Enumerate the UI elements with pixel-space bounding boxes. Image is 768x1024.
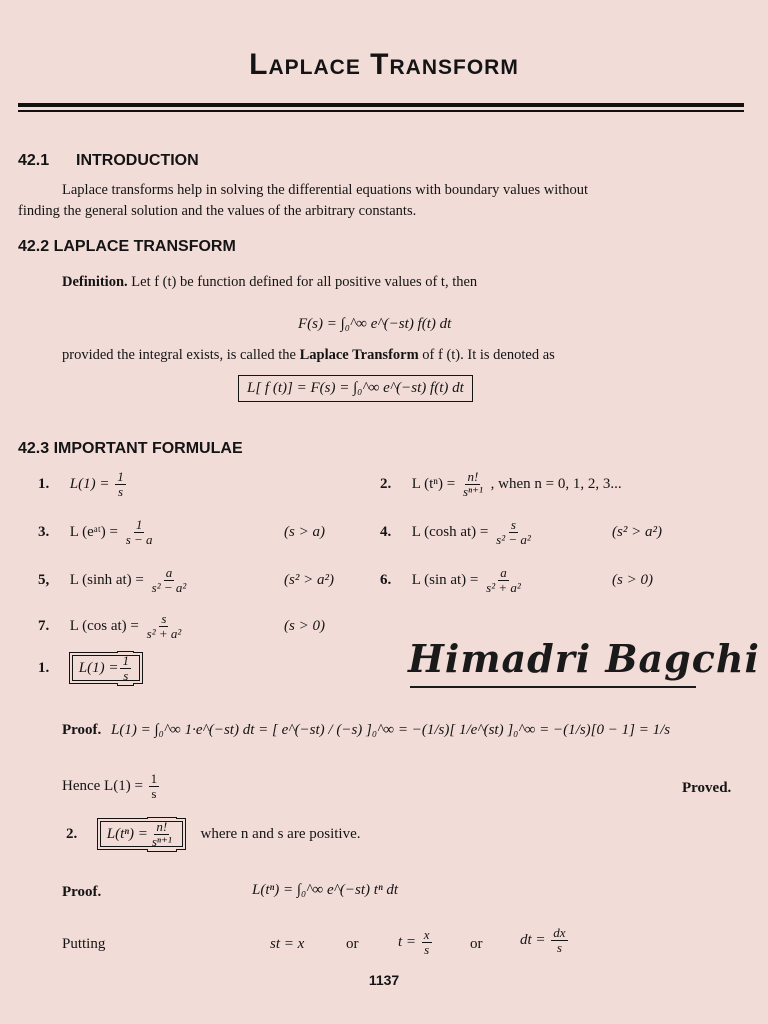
definition-label: Definition.: [62, 274, 128, 290]
formula-2: [380, 470, 622, 499]
formula-fraction: $\frac{a}{\text{s² − a²}}$: [151, 565, 187, 595]
formula-1: [38, 470, 128, 499]
formula-lhs: L (tⁿ) =: [411, 475, 456, 492]
section-number: 42.1: [18, 152, 50, 169]
proof-2-label: Proof.: [62, 884, 102, 900]
proof-1-header: [38, 654, 140, 683]
formula-number: 4.: [380, 523, 392, 540]
formula-7-condition: (s > 0): [284, 618, 325, 634]
formula-4: [380, 518, 535, 547]
formula-fraction: $\frac{n!}{\text{sⁿ⁺¹}}$: [462, 469, 483, 499]
formula-fraction: $\frac{1}{s}$: [117, 469, 124, 499]
section-formulae-heading: [18, 440, 243, 458]
intro-line-2: finding the general solution and the values of the arbitrary constants.: [18, 203, 417, 219]
formula-lhs: L(1) =: [69, 475, 110, 492]
formula-6: [380, 566, 525, 595]
signature-underline: [410, 686, 696, 688]
formula-7: [38, 612, 185, 641]
formula-condition: , when n = 0, 1, 2, 3...: [490, 475, 622, 492]
provided-text-b: Laplace Transform: [299, 347, 419, 363]
laplace-boxed-definition: L[ f (t)] = F(s) = ∫₀^∞ e^(−st) f(t) dt: [238, 375, 473, 402]
formula-lhs: L (sin at) =: [411, 571, 479, 588]
definition-equation: F(s) = ∫₀^∞ e^(−st) f(t) dt: [298, 316, 452, 332]
page-number: 1137: [368, 972, 400, 988]
proof-2-header: [66, 820, 360, 849]
formula-number: 3.: [38, 523, 50, 540]
proved-label: Proved.: [682, 780, 732, 796]
section-heading: INTRODUCTION: [76, 152, 199, 169]
definition-text: Let f (t) be function defined for all positive values of t, then: [131, 274, 478, 290]
proof-number: 2.: [66, 825, 78, 842]
definition-line: [62, 272, 477, 293]
provided-line: [62, 345, 555, 366]
formula-3-condition: (s > a): [284, 524, 325, 540]
formula-number: 7.: [38, 617, 50, 634]
proof-label: Proof.: [62, 722, 102, 738]
provided-text-c: of f (t). It is denoted as: [422, 347, 555, 363]
section-laplace-heading: [18, 238, 236, 256]
proof-2-expression: L(tⁿ) = ∫₀^∞ e^(−st) tⁿ dt: [252, 882, 399, 898]
proof-2-condition: where n and s are positive.: [200, 825, 361, 842]
formula-lhs: L (cos at) =: [69, 617, 139, 634]
proof-1-boxed-formula: L(1) = $\frac{1}{s}$: [72, 655, 140, 681]
provided-text-a: provided the integral exists, is called the: [62, 347, 296, 363]
proof-2-boxed-formula: L(tⁿ) = $\frac{n!}{\text{sⁿ⁺¹}}$: [100, 821, 183, 847]
hence-fraction: $\frac{1}{s}$: [150, 771, 158, 801]
formula-5-condition: (s² > a²): [284, 572, 334, 588]
formula-4-condition: (s² > a²): [612, 524, 662, 540]
formula-lhs: L (eᵃᵗ) =: [69, 523, 118, 540]
formula-number: 2.: [380, 475, 392, 492]
formula-number: 5,: [38, 571, 50, 588]
signature: Himadri Bagchi: [408, 636, 760, 681]
intro-line-1: Laplace transforms help in solving the differential equations with boundary values without: [62, 182, 589, 198]
section-intro-heading: [18, 152, 199, 170]
proof-number: 1.: [38, 659, 50, 676]
formula-lhs: L (cosh at) =: [411, 523, 489, 540]
section-number: 42.2: [18, 238, 50, 255]
proof-1-hence: [62, 772, 161, 801]
formula-fraction: $\frac{s}{\text{s² + a²}}$: [146, 611, 182, 641]
formula-fraction: $\frac{s}{\text{s² − a²}}$: [496, 517, 531, 547]
section-heading: IMPORTANT FORMULAE: [53, 440, 243, 457]
putting-label: Putting: [62, 936, 106, 952]
substitution-1: st = x: [270, 936, 305, 952]
formula-lhs: L (sinh at) =: [69, 571, 144, 588]
or-text-2: or: [470, 936, 483, 952]
formula-fraction: $\frac{a}{\text{s² + a²}}$: [486, 565, 521, 595]
substitution-2: t = $\frac{x}{s}$: [398, 927, 430, 957]
formula-fraction: $\frac{1}{s - a}$: [125, 517, 153, 547]
title-rule-thin: [18, 110, 744, 112]
title-rule-thick: [18, 103, 744, 107]
page-title: Laplace Transform: [249, 48, 519, 81]
formula-3: [38, 518, 157, 547]
section-heading: LAPLACE TRANSFORM: [53, 238, 236, 255]
formula-6-condition: (s > 0): [612, 572, 653, 588]
formula-number: 1.: [38, 475, 50, 492]
proof-1-body: [62, 722, 670, 739]
formula-number: 6.: [380, 571, 392, 588]
section-number: 42.3: [18, 440, 50, 457]
formula-5: [38, 566, 190, 595]
or-text-1: or: [346, 936, 359, 952]
substitution-3: dt = $\frac{dx}{s}$: [520, 925, 566, 955]
proof-1-expression: L(1) = ∫₀^∞ 1·e^(−st) dt = [ e^(−st) / (−s) ]₀^∞ = −(1/s)[ 1/e^(st) ]₀^∞ = −(1/s)[0 − 1] = 1/s: [111, 722, 671, 738]
hence-text: Hence L(1) =: [62, 777, 143, 794]
